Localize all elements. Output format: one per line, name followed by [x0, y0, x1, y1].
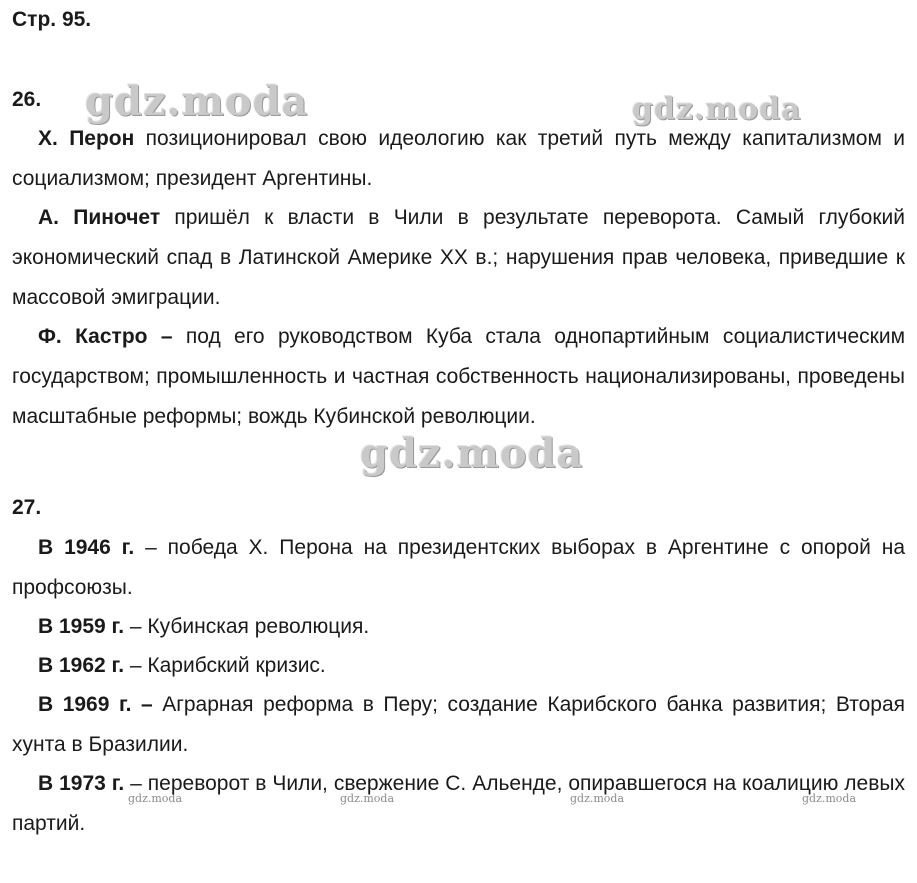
paragraph-lead: Х. Перон — [38, 127, 135, 150]
watermark: gdz.moda — [85, 78, 309, 125]
paragraph-text: – Карибский кризис. — [124, 654, 326, 677]
paragraph-text: – переворот в Чили, свержение С. Альенде, опиравшегося на коалицию левых партий. — [12, 772, 905, 835]
task-27-paragraph — [12, 685, 905, 765]
paragraph-lead: В 1959 г. — [38, 615, 125, 638]
page-label: Стр. 95. — [12, 8, 92, 31]
task-26-paragraph — [12, 198, 905, 318]
task-27-paragraph — [12, 607, 905, 647]
paragraph-text: под его руководством Куба стала однопартийным социалистическим государством; промышленность и частная собственность национализированы, проведены масштабные реформы; вождь Кубинской революции. — [12, 325, 906, 428]
task-26-paragraph — [12, 119, 905, 199]
watermark: gdz.moda — [632, 92, 802, 127]
paragraph-lead: В 1962 г. — [38, 654, 125, 677]
paragraph-text: пришёл к власти в Чили в результате переворота. Самый глубокий экономический спад в Латинской Америке XX в.; нарушения прав человека, приведшие к массовой эмиграции. — [12, 206, 905, 309]
watermark: gdz.moda — [128, 792, 183, 805]
paragraph-text: Аграрная реформа в Перу; создание Карибского банка развития; Вторая хунта в Бразилии. — [12, 693, 905, 756]
paragraph-lead: В 1969 г. – — [38, 693, 153, 716]
watermark: gdz.moda — [570, 792, 625, 805]
paragraph-text: – победа Х. Перона на президентских выборах в Аргентине с опорой на профсоюзы. — [12, 536, 905, 599]
paragraph-lead: В 1946 г. — [38, 536, 135, 559]
task-27-paragraph — [12, 528, 905, 608]
task-27-number: 27. — [12, 496, 42, 519]
paragraph-text: – Кубинская революция. — [124, 615, 370, 638]
task-26-paragraph — [12, 317, 905, 437]
task-27-paragraph — [12, 646, 905, 686]
paragraph-lead: А. Пиночет — [38, 206, 161, 229]
watermark: gdz.moda — [340, 792, 395, 805]
paragraph-lead: В 1973 г. — [38, 772, 125, 795]
task-26-number: 26. — [12, 88, 42, 111]
task-27-paragraph — [12, 764, 905, 844]
paragraph-lead: Ф. Кастро – — [38, 325, 173, 348]
paragraph-text: позиционировал свою идеологию как третий путь между капитализмом и социализмом; президент Аргентины. — [12, 127, 906, 190]
watermark: gdz.moda — [802, 792, 857, 805]
watermark: gdz.moda — [360, 430, 584, 477]
